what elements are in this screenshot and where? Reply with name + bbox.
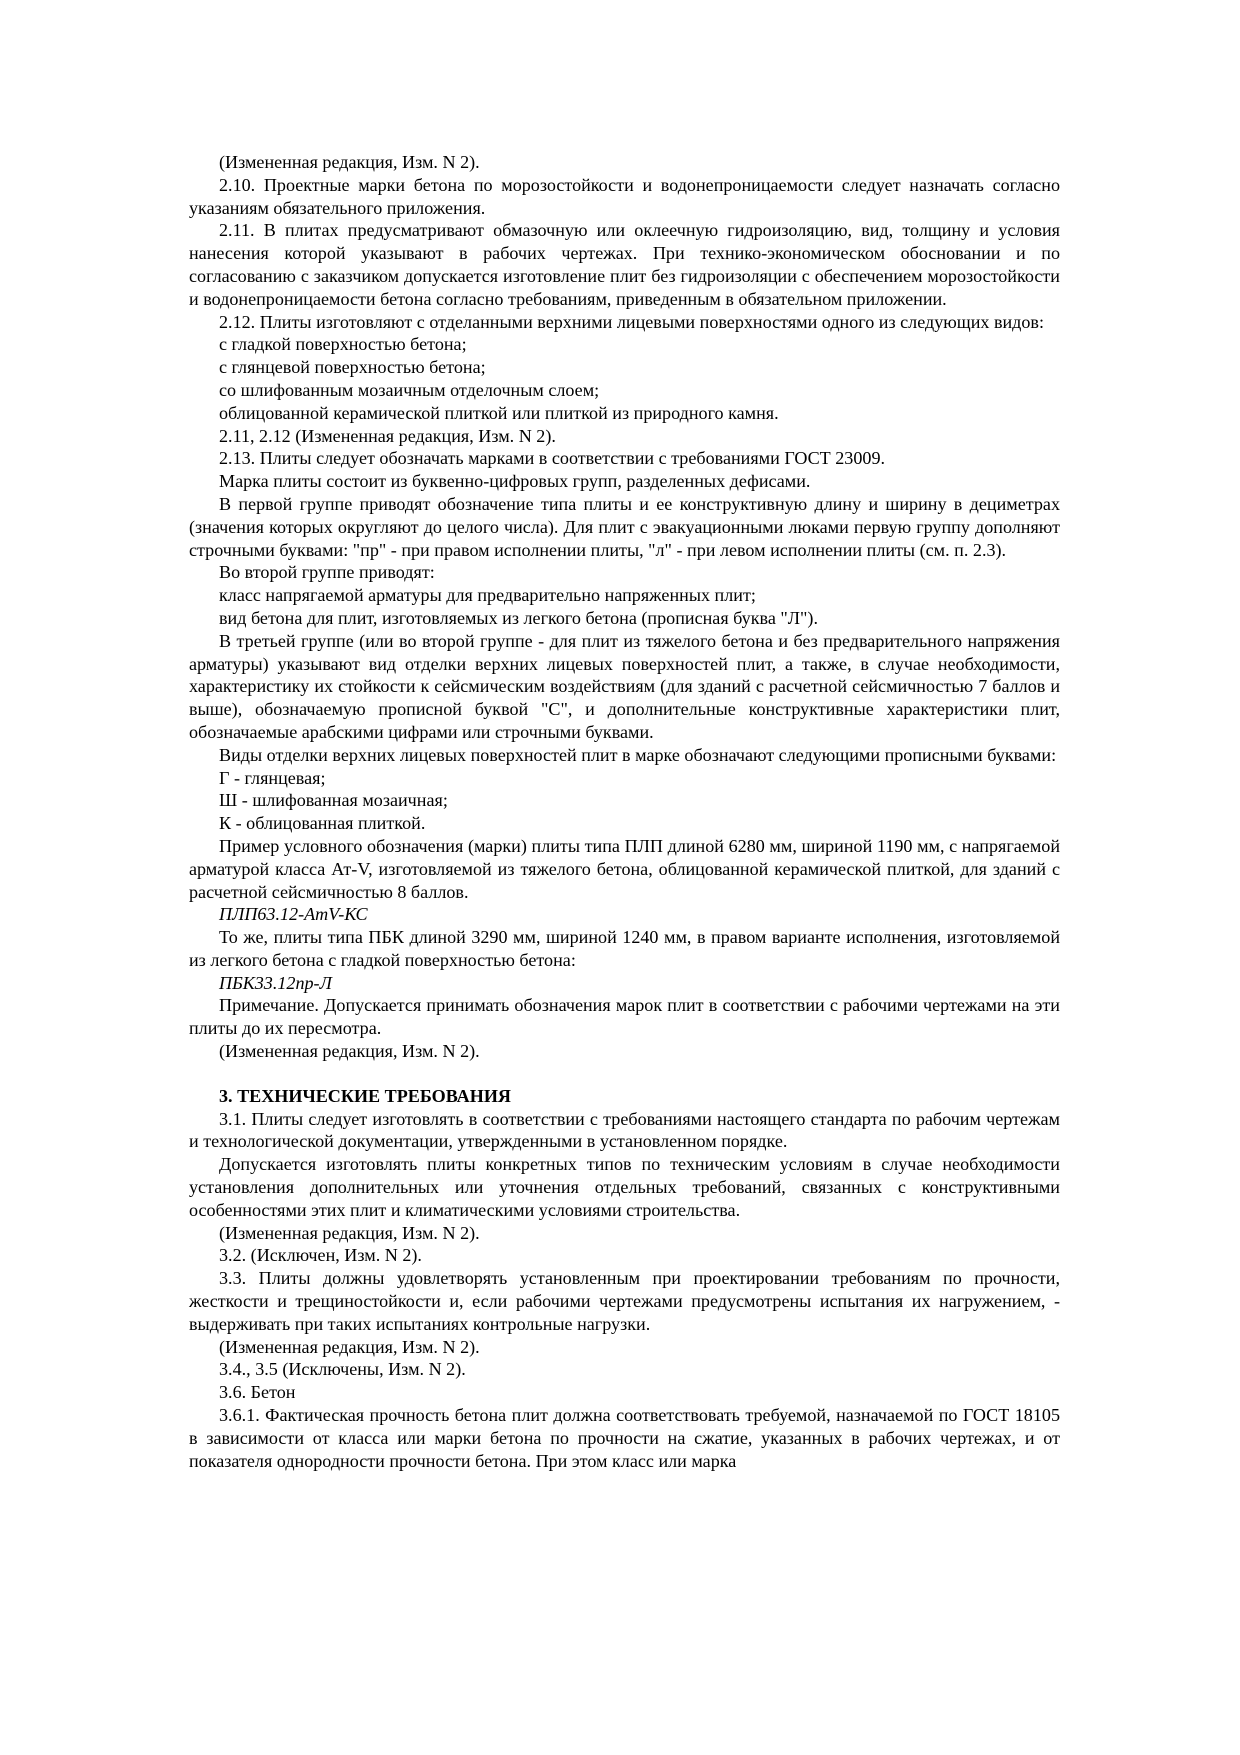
paragraph: 2.11. В плитах предусматривают обмазочную или оклеечную гидроизоляцию, вид, толщину и условия нанесения которой указывают в рабочих чертежах. При технико-экономическом обосновании и по согласованию с заказчиком допускается изготовление плит без гидроизоляции с обеспечением морозостойкости и водонепроницаемости бетона согласно требованиям, приведенным в обязательном приложении. <box>189 220 1060 309</box>
paragraph: В третьей группе (или во второй группе - для плит из тяжелого бетона и без предварительного напряжения арматуры) указывают вид отделки верхних лицевых поверхностей плит, а также, в случае необходимости, характеристику их стойкости к сейсмическим воздействиям (для зданий с расчетной сейсмичностью 7 баллов и выше), обозначаемую прописной буквой "С", и дополнительные конструктивные характеристики плит, обозначаемые арабскими цифрами или строчными буквами. <box>189 630 1060 742</box>
paragraph: 2.13. Плиты следует обозначать марками в соответствии с требованиями ГОСТ 23009. <box>219 448 886 469</box>
paragraph: (Измененная редакция, Изм. N 2). <box>219 1222 480 1243</box>
list-item: Ш - шлифованная мозаичная; <box>219 790 448 811</box>
paragraph: Марка плиты состоит из буквенно-цифровых групп, разделенных дефисами. <box>219 471 811 492</box>
paragraph: 2.11, 2.12 (Измененная редакция, Изм. N 2). <box>219 425 556 446</box>
list-item: Г - глянцевая; <box>219 767 326 788</box>
paragraph: 2.10. Проектные марки бетона по морозостойкости и водонепроницаемости следует назначать согласно указаниям обязательного приложения. <box>189 174 1060 218</box>
paragraph: 3.4., 3.5 (Исключены, Изм. N 2). <box>219 1359 466 1380</box>
paragraph: (Измененная редакция, Изм. N 2). <box>219 1336 480 1357</box>
list-item: облицованной керамической плиткой или плиткой из природного камня. <box>219 402 779 423</box>
list-item: К - облицованная плиткой. <box>219 813 426 834</box>
example-mark: ПЛП63.12-АтV-КС <box>219 904 368 925</box>
paragraph: Допускается изготовлять плиты конкретных типов по техническим условиям в случае необходимости установления дополнительных или уточнения отдельных требований, связанных с конструктивными особенностями этих плит и климатическими условиями строительства. <box>189 1154 1060 1220</box>
list-item: вид бетона для плит, изготовляемых из легкого бетона (прописная буква "Л"). <box>219 607 818 628</box>
note: Примечание. Допускается принимать обозначения марок плит в соответствии с рабочими чертежами на эти плиты до их пересмотра. <box>189 995 1060 1039</box>
list-item: класс напрягаемой арматуры для предварительно напряженных плит; <box>219 585 756 606</box>
paragraph: 3.6.1. Фактическая прочность бетона плит должна соответствовать требуемой, назначаемой по ГОСТ 18105 в зависимости от класса или марки бетона по прочности на сжатие, указанных в рабочих чертежах, и от показателя однородности прочности бетона. При этом класс или марка <box>189 1405 1060 1471</box>
paragraph: 3.3. Плиты должны удовлетворять установленным при проектировании требованиям по прочности, жесткости и трещиностойкости и, если рабочими чертежами предусмотрены испытания их нагружением, - выдерживать при таких испытаниях контрольные нагрузки. <box>189 1268 1060 1334</box>
list-item: со шлифованным мозаичным отделочным слоем; <box>219 379 600 400</box>
section-heading: 3. ТЕХНИЧЕСКИЕ ТРЕБОВАНИЯ <box>219 1085 511 1106</box>
document-page <box>189 151 1060 1472</box>
paragraph: Пример условного обозначения (марки) плиты типа ПЛП длиной 6280 мм, шириной 1190 мм, с напрягаемой арматурой класса Ат-V, изготовляемой из тяжелого бетона, облицованной керамической плиткой, для зданий с расчетной сейсмичностью 8 баллов. <box>189 835 1060 902</box>
example-mark: ПБК33.12пр-Л <box>219 972 332 993</box>
paragraph: (Измененная редакция, Изм. N 2). <box>219 1041 480 1062</box>
paragraph: 3.1. Плиты следует изготовлять в соответствии с требованиями настоящего стандарта по рабочим чертежам и технологической документации, утвержденными в установленном порядке. <box>189 1108 1060 1152</box>
list-item: с глянцевой поверхностью бетона; <box>219 357 486 378</box>
paragraph: В первой группе приводят обозначение типа плиты и ее конструктивную длину и ширину в дециметрах (значения которых округляют до целого числа). Для плит с эвакуационными люками первую группу дополняют строчными буквами: "пр" - при правом исполнении плиты, "л" - при левом исполнении плиты (см. п. 2.3). <box>189 493 1060 560</box>
paragraph: Виды отделки верхних лицевых поверхностей плит в марке обозначают следующими прописными буквами: <box>219 744 1057 765</box>
paragraph: Во второй группе приводят: <box>219 562 435 583</box>
paragraph: 2.12. Плиты изготовляют с отделанными верхними лицевыми поверхностями одного из следующих видов: <box>219 311 1045 332</box>
paragraph: (Измененная редакция, Изм. N 2). <box>219 152 480 172</box>
subsection-heading: 3.6. Бетон <box>219 1382 296 1403</box>
paragraph: То же, плиты типа ПБК длиной 3290 мм, шириной 1240 мм, в правом варианте исполнения, изготовляемой из легкого бетона с гладкой поверхностью бетона: <box>189 927 1060 970</box>
paragraph: 3.2. (Исключен, Изм. N 2). <box>219 1245 422 1266</box>
list-item: с гладкой поверхностью бетона; <box>219 334 467 355</box>
